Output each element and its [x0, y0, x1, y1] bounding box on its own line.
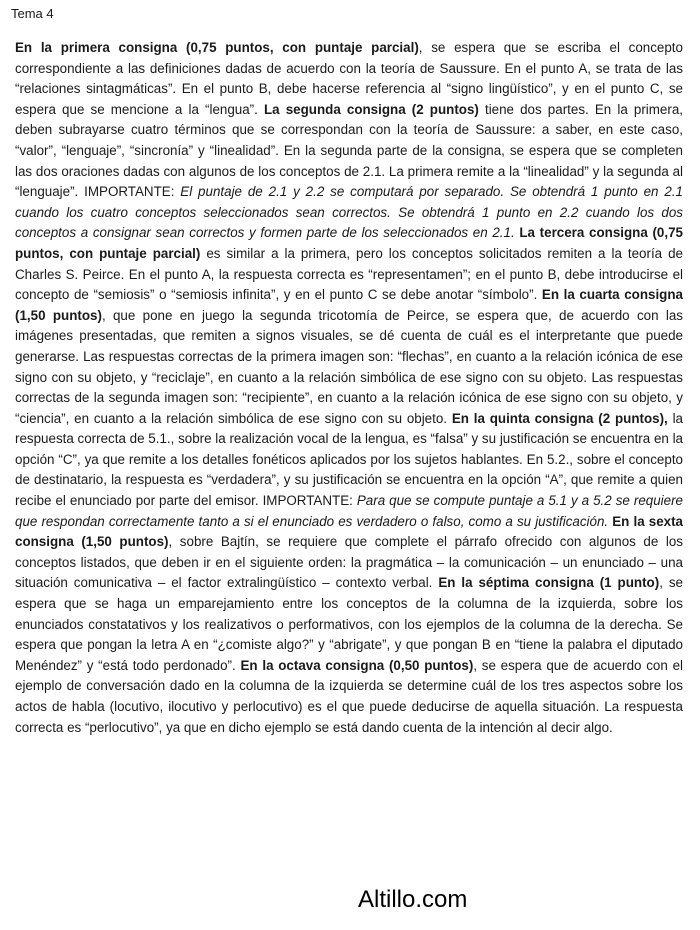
consigna-1-text: , se espera que se escriba el concepto correspondiente a las definiciones dadas de acuerdo con la teoría de Saussure. En el punto A, se trata de las “relaciones sintagmáticas”. En el punto B, debe hacerse referencia al “signo lingüístico”, y en el punto C, se espera que se mencione a la “lengua”.: [15, 40, 683, 117]
consigna-5-text: la respuesta correcta de 5.1., sobre la realización vocal de la lengua, es “falsa” y su justificación se encuentra en la opción “C”, ya que remite a los detalles fonéticos aplicados por los sujetos hablantes. En 5.2., sobre el concepto de destinatario, la respuesta es “verdadera”, y su justificación se encuentra en la opción “A”, que remite a quien recibe el enunciado por parte del emisor. IMPORTANTE:: [15, 410, 683, 509]
consigna-2-text: tiene dos partes. En la primera, deben subrayarse cuatro términos que se correspondan con la teoría de Saussure: a saber, en este caso, “valor”, “lenguaje”, “sincronía” y “linealidad”. En la segunda parte de la consigna, se espera que se completen las dos oraciones dadas con algunos de los conceptos de 2.1. La primera remite a la “linealidad” y la segunda al “lenguaje”. IMPORTANTE:: [15, 101, 683, 200]
page-title: Tema 4: [11, 6, 54, 21]
consigna-3-text: es similar a la primera, pero los conceptos solicitados remiten a la teoría de Charles S. Peirce. En el punto A, la respuesta correcta es “representamen”; en el punto B, debe introducirse el concepto de “semiosis” o “semiosis infinita”, y en el punto C se debe anotar “símbolo”.: [15, 245, 683, 303]
consigna-5-note: Para que se compute puntaje a 5.1 y a 5.2 se requiere que respondan correctamente tanto a si el enunciado es verdadero o falso, como a su justificación.: [15, 493, 683, 529]
site-watermark: Altillo.com: [358, 886, 468, 913]
consigna-8-heading: En la octava consigna (0,50 puntos): [240, 657, 474, 673]
consigna-6-heading: En la sexta consigna (1,50 puntos): [15, 513, 683, 550]
consigna-5-heading: En la quinta consigna (2 puntos),: [451, 410, 668, 426]
consigna-6-text: , sobre Bajtín, se requiere que complete el párrafo ofrecido con algunos de los conceptos listados, que deben ir en el siguiente orden: la pragmática – la comunicación – un enunciado – una situación comunicativa – el factor extralingüístico – contexto verbal.: [15, 534, 683, 591]
consigna-2-note: El puntaje de 2.1 y 2.2 se computará por separado. Se obtendrá 1 punto en 2.1 cuando los cuatro conceptos seleccionados sean correctos. Se obtendrá 1 punto en 2.2 cuando los dos conceptos a consignar sean correctos y formen parte de los seleccionados en 2.1.: [15, 184, 683, 241]
consigna-1-heading: En la primera consigna (0,75 puntos, con puntaje parcial): [15, 40, 419, 55]
consigna-8-text: , se espera que de acuerdo con el ejemplo de conversación dado en la columna de la izquierda se determine cuál de los tres aspectos sobre los actos de habla (locutivo, ilocutivo y perlocutivo) es el que puede deducirse de aquella situación. La respuesta correcta es “perlocutivo”, ya que en dicho ejemplo se está dando cuenta de la intención al decir algo.: [15, 657, 683, 735]
consigna-4-heading: En la cuarta consigna (1,50 puntos): [15, 287, 683, 323]
consigna-2-heading: La segunda consigna (2 puntos): [263, 101, 479, 117]
answer-key-paragraph: [15, 38, 683, 738]
consigna-7-heading: En la séptima consigna (1 punto): [438, 575, 660, 591]
consigna-4-text: , que pone en juego la segunda tricotomía de Peirce, se espera que, de acuerdo con las imágenes presentadas, que remiten a signos visuales, se dé cuenta de cuál es el interpretante que puede generarse. Las respuestas correctas de la primera imagen son: “flechas”, en cuanto a la relación icónica de ese signo con su objeto, y “reciclaje”, en cuanto a la relación simbólica de ese signo con su objeto. Las respuestas correctas de la segunda imagen son: “recipiente”, en cuanto a la relación icónica de ese signo con su objeto, y “ciencia”, en cuanto a la relación simbólica de ese signo con su objeto.: [15, 307, 683, 426]
consigna-3-heading: La tercera consigna (0,75 puntos, con puntaje parcial): [15, 225, 683, 261]
consigna-7-text: , se espera que se haga un emparejamiento entre los conceptos de la columna de la izquierda, sobre los enunciados constatativos y los realizativos o performativos, con los ejemplos de la columna de la derecha. Se espera que pongan la letra A en “¿comiste algo?” y “abrigate”, y que pongan B en “tiene la palabra el diputado Menéndez” y “está todo perdonado”.: [15, 575, 683, 673]
